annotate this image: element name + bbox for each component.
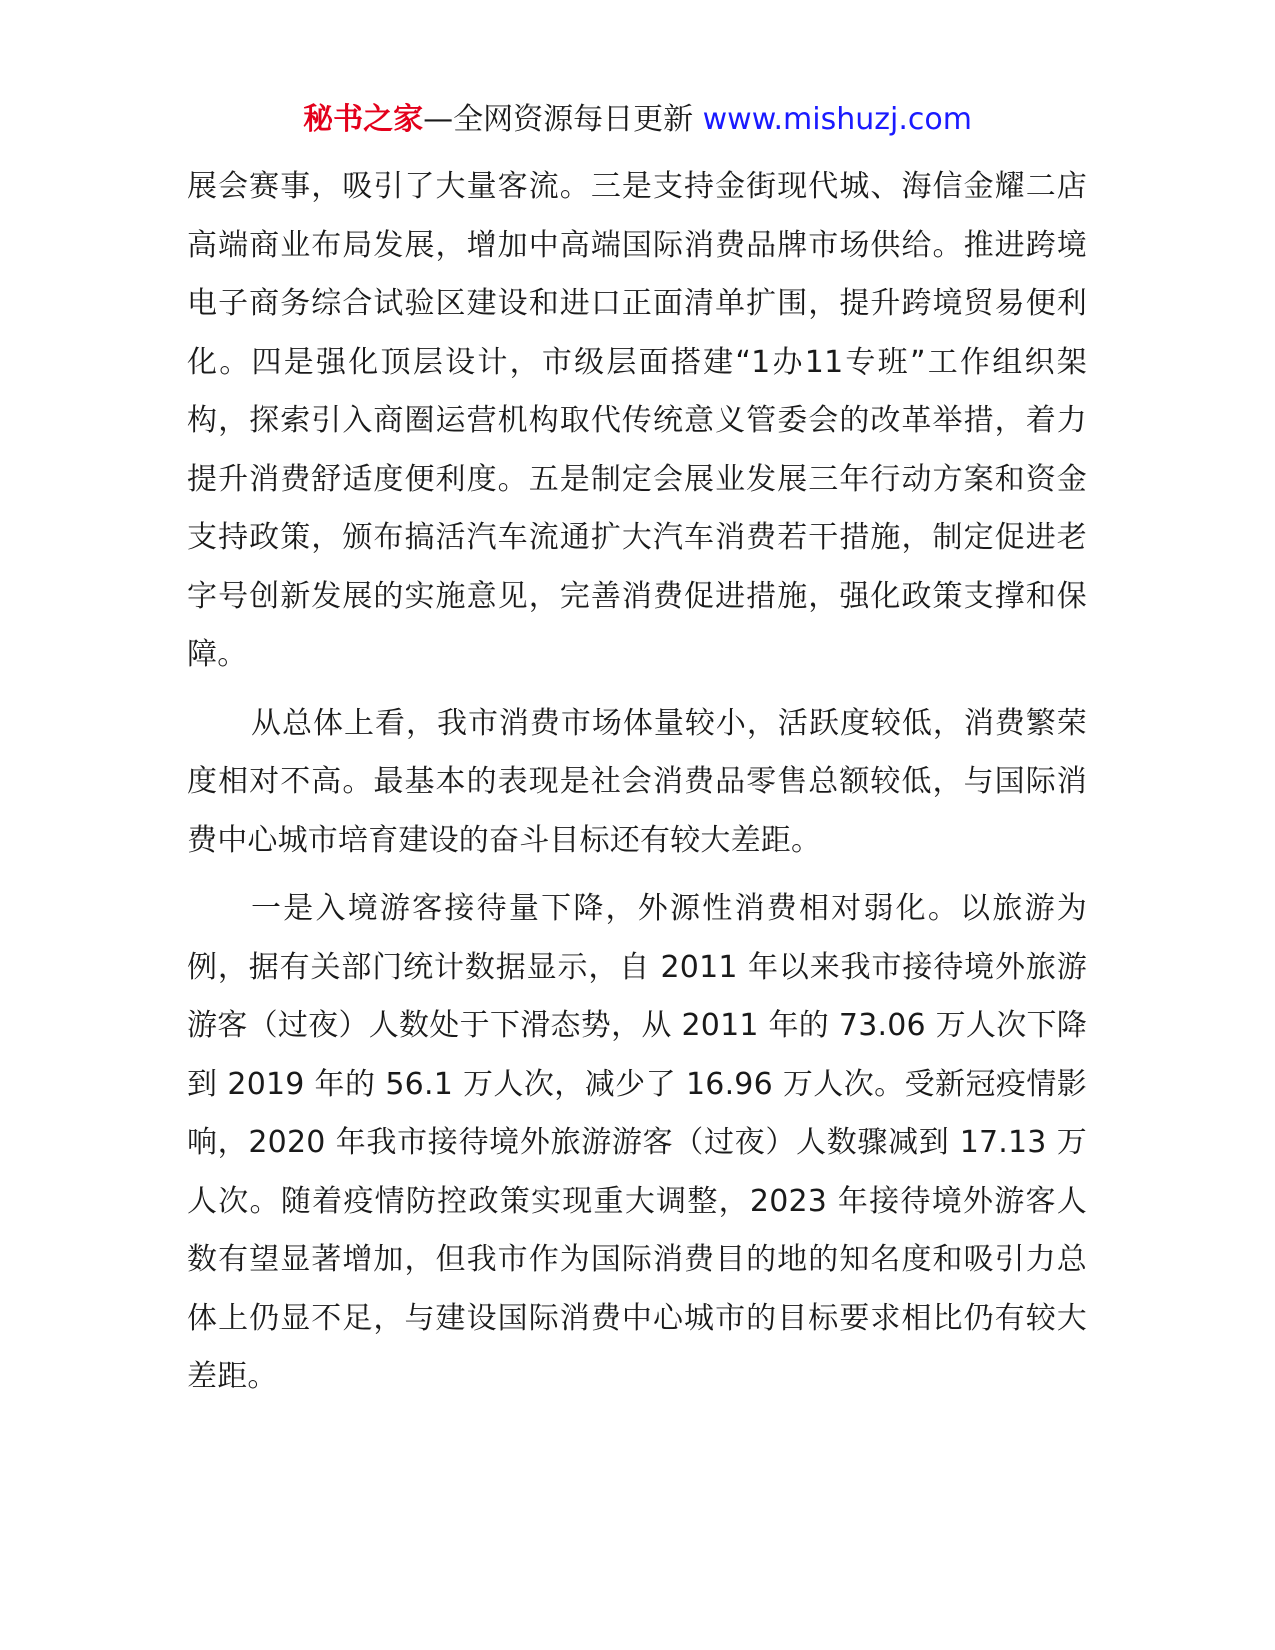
website-link[interactable]: www.mishuzj.com [702,102,972,137]
paragraph-continued: 展会赛事，吸引了大量客流。三是支持金街现代城、海信金耀二店高端商业布局发展，增加中高端国际消费品牌市场供给。推进跨境电子商务综合试验区建设和进口正面清单扩围，提升跨境贸易便利化。四是强化顶层设计，市级层面搭建“1办11专班”工作组织架构，探索引入商圈运营机构取代传统意义管委会的改革举措，着力提升消费舒适度便利度。五是制定会展业发展三年行动方案和资金支持政策，颁布搞活汽车流通扩大汽车消费若干措施，制定促进老字号创新发展的实施意见，完善消费促进措施，强化政策支撑和保障。 [187,169,1087,672]
paragraph-overview: 从总体上看，我市消费市场体量较小，活跃度较低，消费繁荣度相对不高。最基本的表现是社会消费品零售总额较低，与国际消费中心城市培育建设的奋斗目标还有较大差距。 [187,705,1087,858]
paragraph-point-one: 一是入境游客接待量下降，外源性消费相对弱化。以旅游为例，据有关部门统计数据显示，自 2011 年以来我市接待境外旅游游客（过夜）人数处于下滑态势，从 2011 年的 73.06 万人次下降到 2019 年的 56.1 万人次，减少了 16.96 万人次。受新冠疫情影响，2020 年我市接待境外旅游游客（过夜）人数骤减到 17.13 万人次。随着疫情防控政策实现重大调整，2023 年接待境外游客人数有望显著增加，但我市作为国际消费目的地的知名度和吸引力总体上仍显不足，与建设国际消费中心城市的目标要求相比仍有较大差距。 [187,891,1087,1394]
brand-name: 秘书之家 [303,102,424,137]
header-tagline: —全网资源每日更新 [423,102,703,137]
page-header [0,100,1275,140]
document-body [187,158,1087,1417]
